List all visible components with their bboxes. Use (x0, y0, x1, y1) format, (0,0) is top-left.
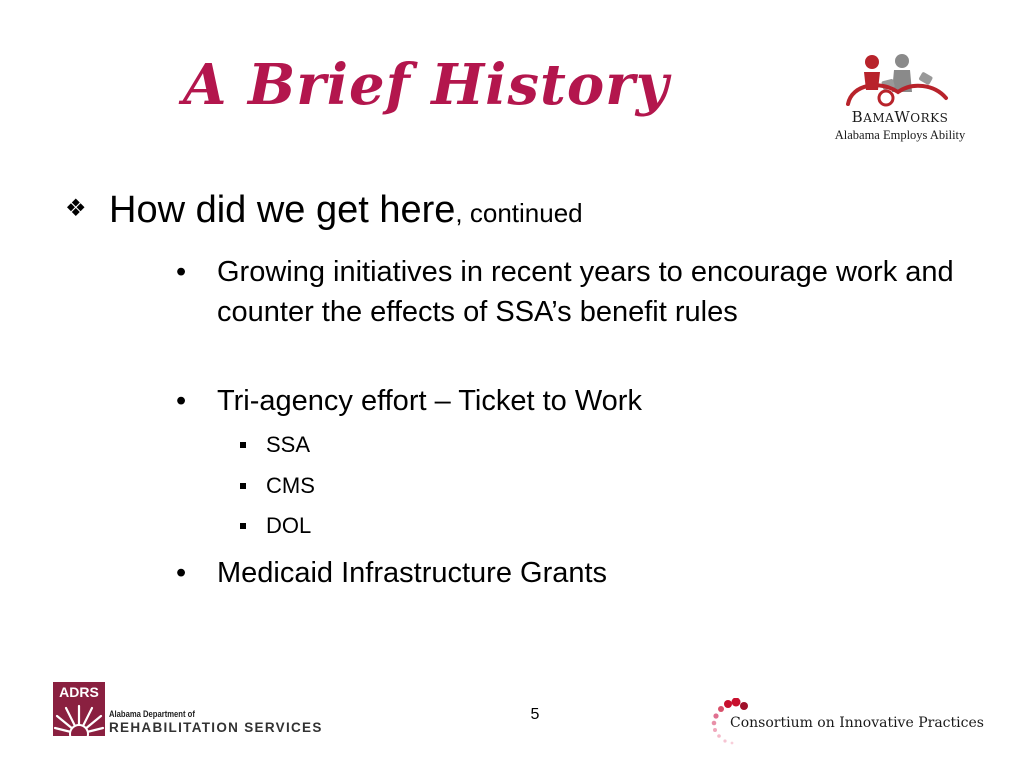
cip-name: Consortium on Innovative Practices (730, 715, 984, 731)
adrs-line2: REHABILITATION SERVICES (109, 720, 323, 735)
bullet-text: Growing initiatives in recent years to encourage work and counter the effects of SSA’s benefit rules (217, 256, 954, 328)
sub-bullet-text: CMS (266, 473, 315, 498)
square-bullet-icon (240, 523, 246, 529)
bullet-text: Tri-agency effort – Ticket to Work (217, 385, 642, 417)
bamaworks-name: BAMAWORKS (851, 108, 949, 126)
sub-bullet-item (238, 471, 315, 501)
heading-sub: , continued (455, 198, 583, 228)
bullet-item (176, 553, 956, 593)
bullet-item (176, 252, 956, 332)
bullet-text: Medicaid Infrastructure Grants (217, 557, 608, 589)
bullet-dot-icon: • (176, 385, 187, 417)
bamaworks-figures-icon (842, 52, 952, 108)
adrs-logo (53, 682, 323, 738)
bullet-dot-icon: • (176, 256, 187, 288)
sub-bullet-item (238, 430, 310, 460)
bamaworks-logo (822, 52, 978, 148)
bullet-item (176, 381, 956, 421)
slide-title: A Brief History (183, 52, 670, 118)
square-bullet-icon (240, 442, 246, 448)
adrs-line1: Alabama Department of (109, 709, 195, 719)
square-bullet-icon (240, 483, 246, 489)
heading-main: How did we get here (109, 189, 456, 231)
sub-bullet-text: SSA (266, 432, 311, 457)
bamaworks-tagline: Alabama Employs Ability (834, 128, 966, 142)
cip-logo (710, 698, 984, 746)
svg-text:ADRS: ADRS (59, 684, 99, 700)
page-number: 5 (530, 706, 540, 723)
section-heading (65, 190, 583, 232)
adrs-sunburst-icon (53, 682, 105, 736)
diamond-bullet-icon: ❖ (65, 195, 87, 222)
bullet-dot-icon: • (176, 557, 187, 589)
sub-bullet-text: DOL (266, 513, 312, 538)
sub-bullet-item (238, 511, 311, 541)
